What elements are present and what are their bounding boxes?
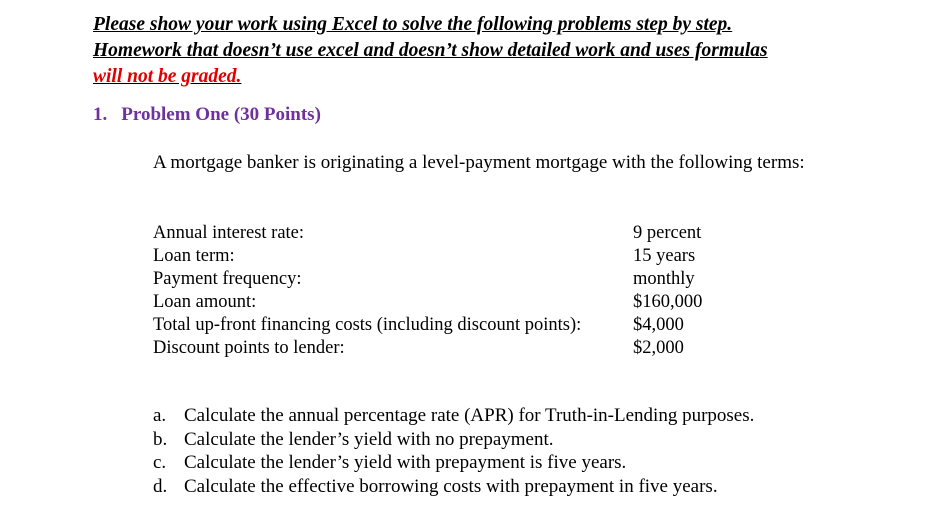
term-label: Loan term: bbox=[153, 246, 235, 266]
term-label: Loan amount: bbox=[153, 292, 257, 312]
instructions-line-1: Please show your work using Excel to solve the following problems step by step. bbox=[93, 14, 733, 35]
problem-heading bbox=[93, 104, 321, 126]
term-label: Payment frequency: bbox=[153, 269, 302, 289]
question-letter: d. bbox=[153, 475, 168, 497]
term-row-payment-frequency bbox=[153, 268, 702, 291]
term-row-loan-term bbox=[153, 245, 702, 268]
problem-intro: A mortgage banker is originating a level-payment mortgage with the following terms: bbox=[153, 152, 805, 173]
term-row-discount-points bbox=[153, 337, 702, 360]
term-value: 9 percent bbox=[633, 223, 702, 243]
question-text: Calculate the effective borrowing costs with prepayment in five years. bbox=[184, 475, 718, 497]
term-label: Total up-front financing costs (including discount points): bbox=[153, 315, 582, 335]
instructions-header bbox=[93, 12, 768, 90]
question-item bbox=[153, 404, 754, 428]
problem-title: Problem One (30 Points) bbox=[121, 104, 321, 125]
question-text: Calculate the annual percentage rate (APR) for Truth-in-Lending purposes. bbox=[184, 405, 755, 426]
term-value: monthly bbox=[633, 269, 695, 289]
term-value: $160,000 bbox=[633, 292, 703, 312]
term-row-interest-rate bbox=[153, 222, 702, 245]
question-letter: b. bbox=[153, 428, 168, 450]
question-item bbox=[153, 451, 754, 475]
question-list bbox=[153, 404, 754, 498]
question-item bbox=[153, 428, 754, 452]
problem-number: 1. bbox=[93, 104, 108, 125]
term-label: Annual interest rate: bbox=[153, 223, 305, 243]
instructions-line-2: Homework that doesn’t use excel and doesn’t show detailed work and uses formulas bbox=[93, 40, 768, 61]
term-value: $4,000 bbox=[633, 315, 684, 335]
term-label: Discount points to lender: bbox=[153, 338, 345, 358]
term-value: $2,000 bbox=[633, 338, 684, 358]
loan-terms-table bbox=[153, 222, 702, 360]
question-item bbox=[153, 475, 754, 499]
term-row-loan-amount bbox=[153, 291, 702, 314]
grading-warning: will not be graded. bbox=[93, 66, 242, 87]
term-value: 15 years bbox=[633, 246, 696, 266]
question-text: Calculate the lender’s yield with no prepayment. bbox=[184, 428, 554, 450]
question-letter: a. bbox=[153, 405, 167, 426]
question-text: Calculate the lender’s yield with prepayment is five years. bbox=[184, 452, 627, 473]
term-row-financing-costs bbox=[153, 314, 702, 337]
question-letter: c. bbox=[153, 452, 167, 473]
